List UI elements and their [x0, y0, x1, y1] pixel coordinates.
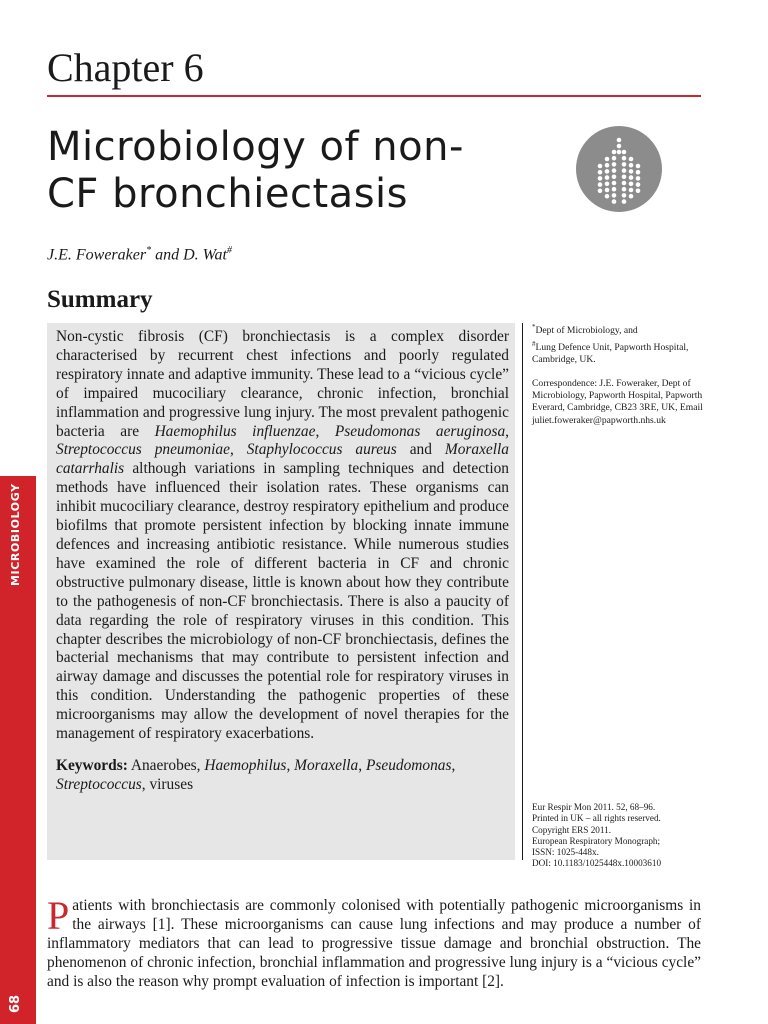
- abstract-text-1: Non-cystic fibrosis (CF) bronchiectasis is a complex disorder characterised by recurrent chest infections and poorly regulated respiratory innate and adaptive immunity. These lead to a “vicious cycle” of impaired mucociliary clearance, chronic infection, bronchial inflammation and progressive lung injury. The most prevalent pathogenic bacteria are: [56, 328, 509, 440]
- affiliation-mark-2: #: [532, 339, 536, 348]
- author-2: and D. Wat: [151, 246, 227, 264]
- affiliation-line-1: Dept of Microbiology, and: [535, 325, 638, 337]
- title-line-2: CF bronchiectasis: [47, 171, 408, 217]
- species-staphylococcus: Staphylococcus aureus: [246, 441, 397, 459]
- pubinfo-citation: Eur Respir Mon 2011. 52, 68–96.: [532, 802, 656, 812]
- ers-lungs-logo-icon: [576, 126, 662, 212]
- authors-line: [47, 240, 232, 266]
- species-pseudomonas: Pseudomonas aeruginosa: [334, 422, 506, 440]
- keyword-sep-3: ,: [451, 756, 456, 774]
- keyword-4: Pseudomonas: [365, 756, 452, 774]
- author-1-mark: *: [146, 245, 152, 256]
- pubinfo-copyright: Copyright ERS 2011.: [532, 824, 612, 835]
- pubinfo-monograph: European Respiratory Monograph;: [532, 835, 661, 846]
- chapter-divider: [47, 95, 701, 97]
- affiliation-text: [532, 321, 712, 367]
- keyword-6: , viruses: [141, 775, 194, 793]
- species-moraxella: Moraxella catarrhalis: [56, 441, 509, 478]
- keyword-2: Haemophilus: [204, 756, 287, 774]
- chapter-title: [47, 124, 567, 218]
- abstract-sep-3: ,: [229, 441, 247, 459]
- abstract-sep-1: ,: [315, 422, 335, 440]
- keyword-sep-2: ,: [358, 756, 366, 774]
- keyword-5: Streptococcus: [56, 775, 142, 793]
- chapter-label: Chapter 6: [47, 45, 204, 90]
- summary-heading: Summary: [47, 286, 153, 313]
- pubinfo-issn: ISSN: 1025-448x.: [532, 847, 599, 858]
- abstract-sep-2: ,: [505, 422, 509, 440]
- body-paragraph: [47, 893, 701, 992]
- section-label: MICROBIOLOGY: [9, 483, 22, 586]
- body-text: atients with bronchiectasis are commonly colonised with potentially pathogenic microorganisms in the airways [1]. These microorganisms can cause lung infections and may produce a number of inflammatory mediators that can lead to progressive tissue damage and bronchial obstruction. The phenomenon of chronic infection, bronchial inflammation and progressive lung injury is a “vicious cycle” and is also the reason why prompt evaluation of infection is important [2].: [47, 897, 701, 990]
- drop-cap: P: [47, 893, 70, 938]
- species-haemophilus: Haemophilus influenzae: [154, 422, 316, 440]
- summary-abstract: [56, 328, 509, 744]
- keywords: [56, 756, 509, 794]
- abstract-sep-4: and: [396, 441, 445, 459]
- pubinfo-printed: Printed in UK – all rights reserved.: [532, 813, 661, 824]
- keyword-sep-1: ,: [286, 756, 295, 774]
- summary-box: [47, 323, 515, 860]
- keywords-label: Keywords:: [56, 756, 128, 774]
- pubinfo-doi: DOI: 10.1183/1025448x.10003610: [532, 858, 662, 869]
- author-1: J.E. Foweraker: [47, 246, 147, 264]
- publication-info: [532, 802, 712, 870]
- author-2-mark: #: [226, 245, 232, 256]
- margin-rule: [522, 323, 523, 860]
- affiliations: [532, 321, 712, 438]
- keyword-1: Anaerobes,: [127, 756, 205, 774]
- correspondence-text: Correspondence: J.E. Foweraker, Dept of Microbiology, Papworth Hospital, Papworth Everard, Cambridge, CB23 3RE, UK, Email juliet.foweraker@papworth.nhs.uk: [532, 377, 703, 426]
- keyword-3: Moraxella: [294, 756, 359, 774]
- page-number: 68: [8, 994, 23, 1014]
- abstract-text-2: although variations in sampling techniques and detection methods have influenced their isolation rates. These organisms can inhibit mucociliary clearance, destroy respiratory epithelium and produce biofilms that promote persistent infection by blocking innate immune defences and increasing antibiotic resistance. While numerous studies have examined the role of different bacteria in CF and chronic obstructive pulmonary disease, little is known about how they contribute to the pathogenesis of non-CF bronchiectasis. There is also a paucity of data regarding the role of respiratory viruses in this condition. This chapter describes the microbiology of non-CF bronchiectasis, defines the bacterial mechanisms that may contribute to persistent infection and airway damage and discusses the potential role for respiratory viruses in this condition. Understanding the pathogenic properties of these microorganisms may allow the development of novel therapies for the management of respiratory exacerbations.: [56, 460, 509, 743]
- affiliation-mark-1: *: [532, 323, 536, 331]
- species-streptococcus: Streptococcus pneumoniae: [56, 441, 230, 459]
- affiliation-line-2: Lung Defence Unit, Papworth Hospital, Cambridge, UK.: [532, 341, 689, 366]
- title-line-1: Microbiology of non-: [47, 124, 464, 170]
